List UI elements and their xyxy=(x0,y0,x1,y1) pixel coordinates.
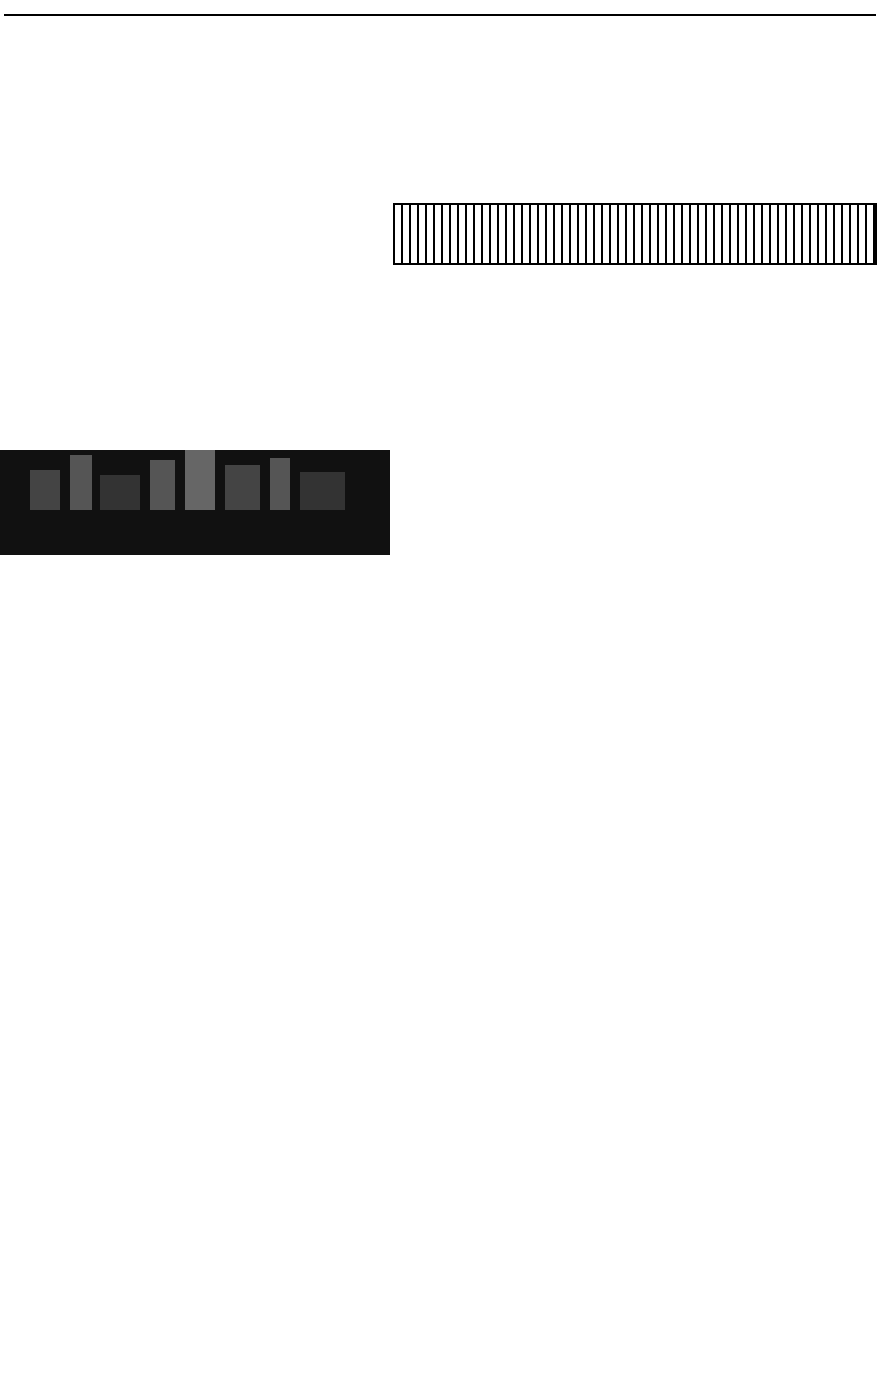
page-header xyxy=(4,2,876,16)
apartments-banner xyxy=(393,203,877,265)
skyline-graphic xyxy=(0,450,390,510)
commercial-banner xyxy=(0,450,390,555)
